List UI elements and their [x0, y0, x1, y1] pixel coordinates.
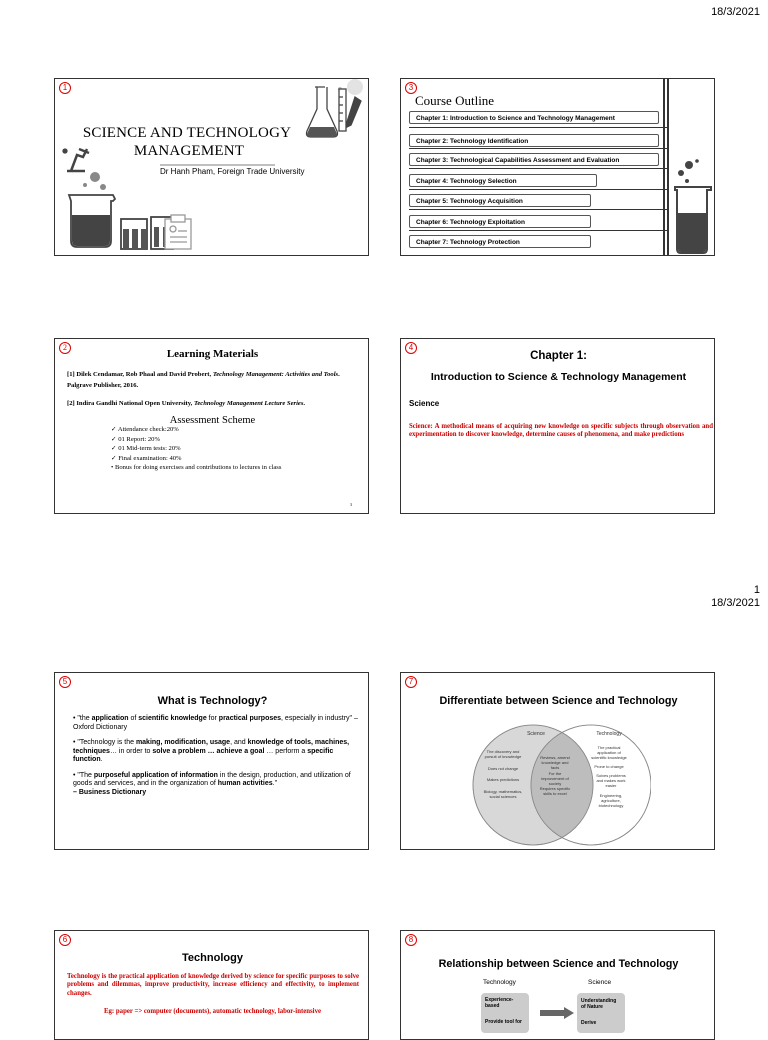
chapter-item: Chapter 2: Technology Identification: [409, 134, 659, 147]
reference-2: [2] Indira Gandhi National Open University, Technology Management Lecture Series.: [67, 400, 306, 407]
column-science-label: Science: [588, 979, 612, 986]
list-item: • Bonus for doing exercises and contributions to lectures in class: [111, 464, 282, 471]
technology-box-text: Provide tool for: [485, 1019, 522, 1025]
slide-title-line1: SCIENCE AND TECHNOLOGY: [82, 125, 292, 141]
slide-number: 8: [405, 934, 417, 946]
science-definition: Science: A methodical means of acquiring new knowledge on specific subjects through observation and experimentation to discover knowledge, determine causes of phenomena, and make predictions: [409, 423, 713, 439]
chapter-item: Chapter 7: Technology Protection: [409, 235, 591, 248]
definition-oxford: • "the application of scientific knowledge for practical purposes, especially in industry" – Oxford Dictionary: [73, 715, 358, 731]
slide-number: 4: [405, 342, 417, 354]
venn-science-item: Does not change: [487, 766, 519, 771]
slide-title: [54, 78, 369, 256]
chapter-item: Chapter 4: Technology Selection: [409, 174, 597, 187]
bubble-icon: [347, 79, 363, 95]
venn-technology-item: The practical application of scientific knowledge: [591, 745, 627, 760]
chapter-item: Chapter 3: Technological Capabilities Assessment and Evaluation: [409, 153, 659, 166]
relationship-title: Relationship between Science and Technology: [438, 958, 679, 970]
chapter-label: Chapter 1:: [530, 350, 587, 362]
slide-what-is-technology: [54, 672, 369, 850]
venn-science-label: Science: [527, 731, 545, 737]
slide-learning-materials: [54, 338, 369, 514]
beaker-icon: [673, 155, 713, 255]
definition-business: • "The purposeful application of information in the design, production, and utilization of goods and services, and in the organization of human activities." – Business Dictionary: [73, 771, 351, 796]
slide-number: 2: [59, 342, 71, 354]
venn-science-item: Biology, mathematics, social sciences: [483, 789, 523, 799]
venn-middle-item: Reviews, amend knowledge and facts: [540, 755, 570, 770]
technology-definition: Technology is the practical application of knowledge derived by science for specific purposes to solve problems and dilemmas, improve productivity, increase efficiency and effectivity, to implement changes.: [67, 973, 359, 997]
chapter-item: Chapter 6: Technology Exploitation: [409, 215, 591, 228]
science-box-text: Derive: [581, 1020, 597, 1026]
clipboard-icon: [165, 215, 191, 249]
slide-number: 1: [59, 82, 71, 94]
assessment-title: Assessment Scheme: [169, 415, 256, 426]
venn-technology-item: Solves problems and makes work easier: [596, 773, 626, 788]
list-item: ✓ Attendance check:20%: [111, 426, 179, 433]
chapter-heading: Introduction to Science & Technology Management: [430, 371, 687, 383]
venn-science-item: Makes predictions: [486, 777, 520, 782]
page-number: 1: [753, 584, 760, 596]
chapter-item: Chapter 1: Introduction to Science and Technology Management: [409, 111, 659, 124]
list-item: ✓ Final examination: 40%: [111, 454, 182, 462]
slide-number: 6: [59, 934, 71, 946]
slide-chapter-1: [400, 338, 715, 514]
science-box: [577, 993, 625, 1033]
list-item: ✓ 01 Mid-term tests: 20%: [111, 445, 181, 452]
slide-number: 3: [405, 82, 417, 94]
technology-box-text: Experience-based: [485, 997, 514, 1009]
venn-middle-item: For the improvement of society: [541, 771, 569, 786]
technology-title: Technology: [182, 952, 243, 964]
reference-1: [1] Dilek Cendamar, Rob Phaal and David Probert, Technology Management: Activities and Tools. Palgrave Publisher, 2016.: [67, 371, 340, 389]
slide-number: 7: [405, 676, 417, 688]
venn-technology-item: Prone to change: [594, 764, 624, 769]
page-date-top: 18/3/2021: [711, 6, 760, 18]
technology-box: [481, 993, 529, 1033]
course-outline-title: Course Outline: [415, 93, 495, 108]
science-box-text: Understanding of Nature: [581, 998, 617, 1010]
slide-title-line2: MANAGEMENT: [133, 143, 245, 159]
venn-technology-item: Engineering, agriculture, biotechnology: [598, 793, 624, 808]
technology-example: Eg: paper => computer (documents), automatic technology, labor-intensive: [104, 1008, 321, 1015]
slide-number: 5: [59, 676, 71, 688]
chapter-item: Chapter 5: Technology Acquisition: [409, 194, 591, 207]
column-technology-label: Technology: [483, 979, 516, 986]
definition-making: • "Technology is the making, modification, usage, and knowledge of tools, machines, techniques… in order to solve a problem … achieve a goal … perform a specific function.: [73, 739, 350, 763]
differentiate-title: Differentiate between Science and Technology: [439, 695, 678, 707]
arrow-icon: [540, 1007, 576, 1019]
ruler-icon: [339, 89, 346, 131]
slide-course-outline: [400, 78, 715, 256]
learning-materials-title: Learning Materials: [166, 348, 259, 360]
venn-science-item: The discovery and pursuit of knowledge: [484, 749, 522, 759]
science-subheading: Science: [409, 399, 440, 408]
definitions-list: [73, 715, 363, 804]
assessment-list: [111, 425, 281, 473]
pencil-icon: [347, 97, 361, 127]
venn-technology-label: Technology: [596, 731, 622, 737]
list-item: ✓ 01 Report: 20%: [111, 435, 160, 443]
venn-middle-item: Requires specific skills to excel: [539, 786, 571, 796]
slide-differentiate: [400, 672, 715, 850]
what-is-technology-title: What is Technology?: [157, 695, 268, 707]
page-date-mid: 18/3/2021: [711, 597, 760, 609]
slide-footer-number: 3: [350, 502, 352, 507]
slide-author: Dr Hanh Pham, Foreign Trade University: [160, 167, 305, 176]
